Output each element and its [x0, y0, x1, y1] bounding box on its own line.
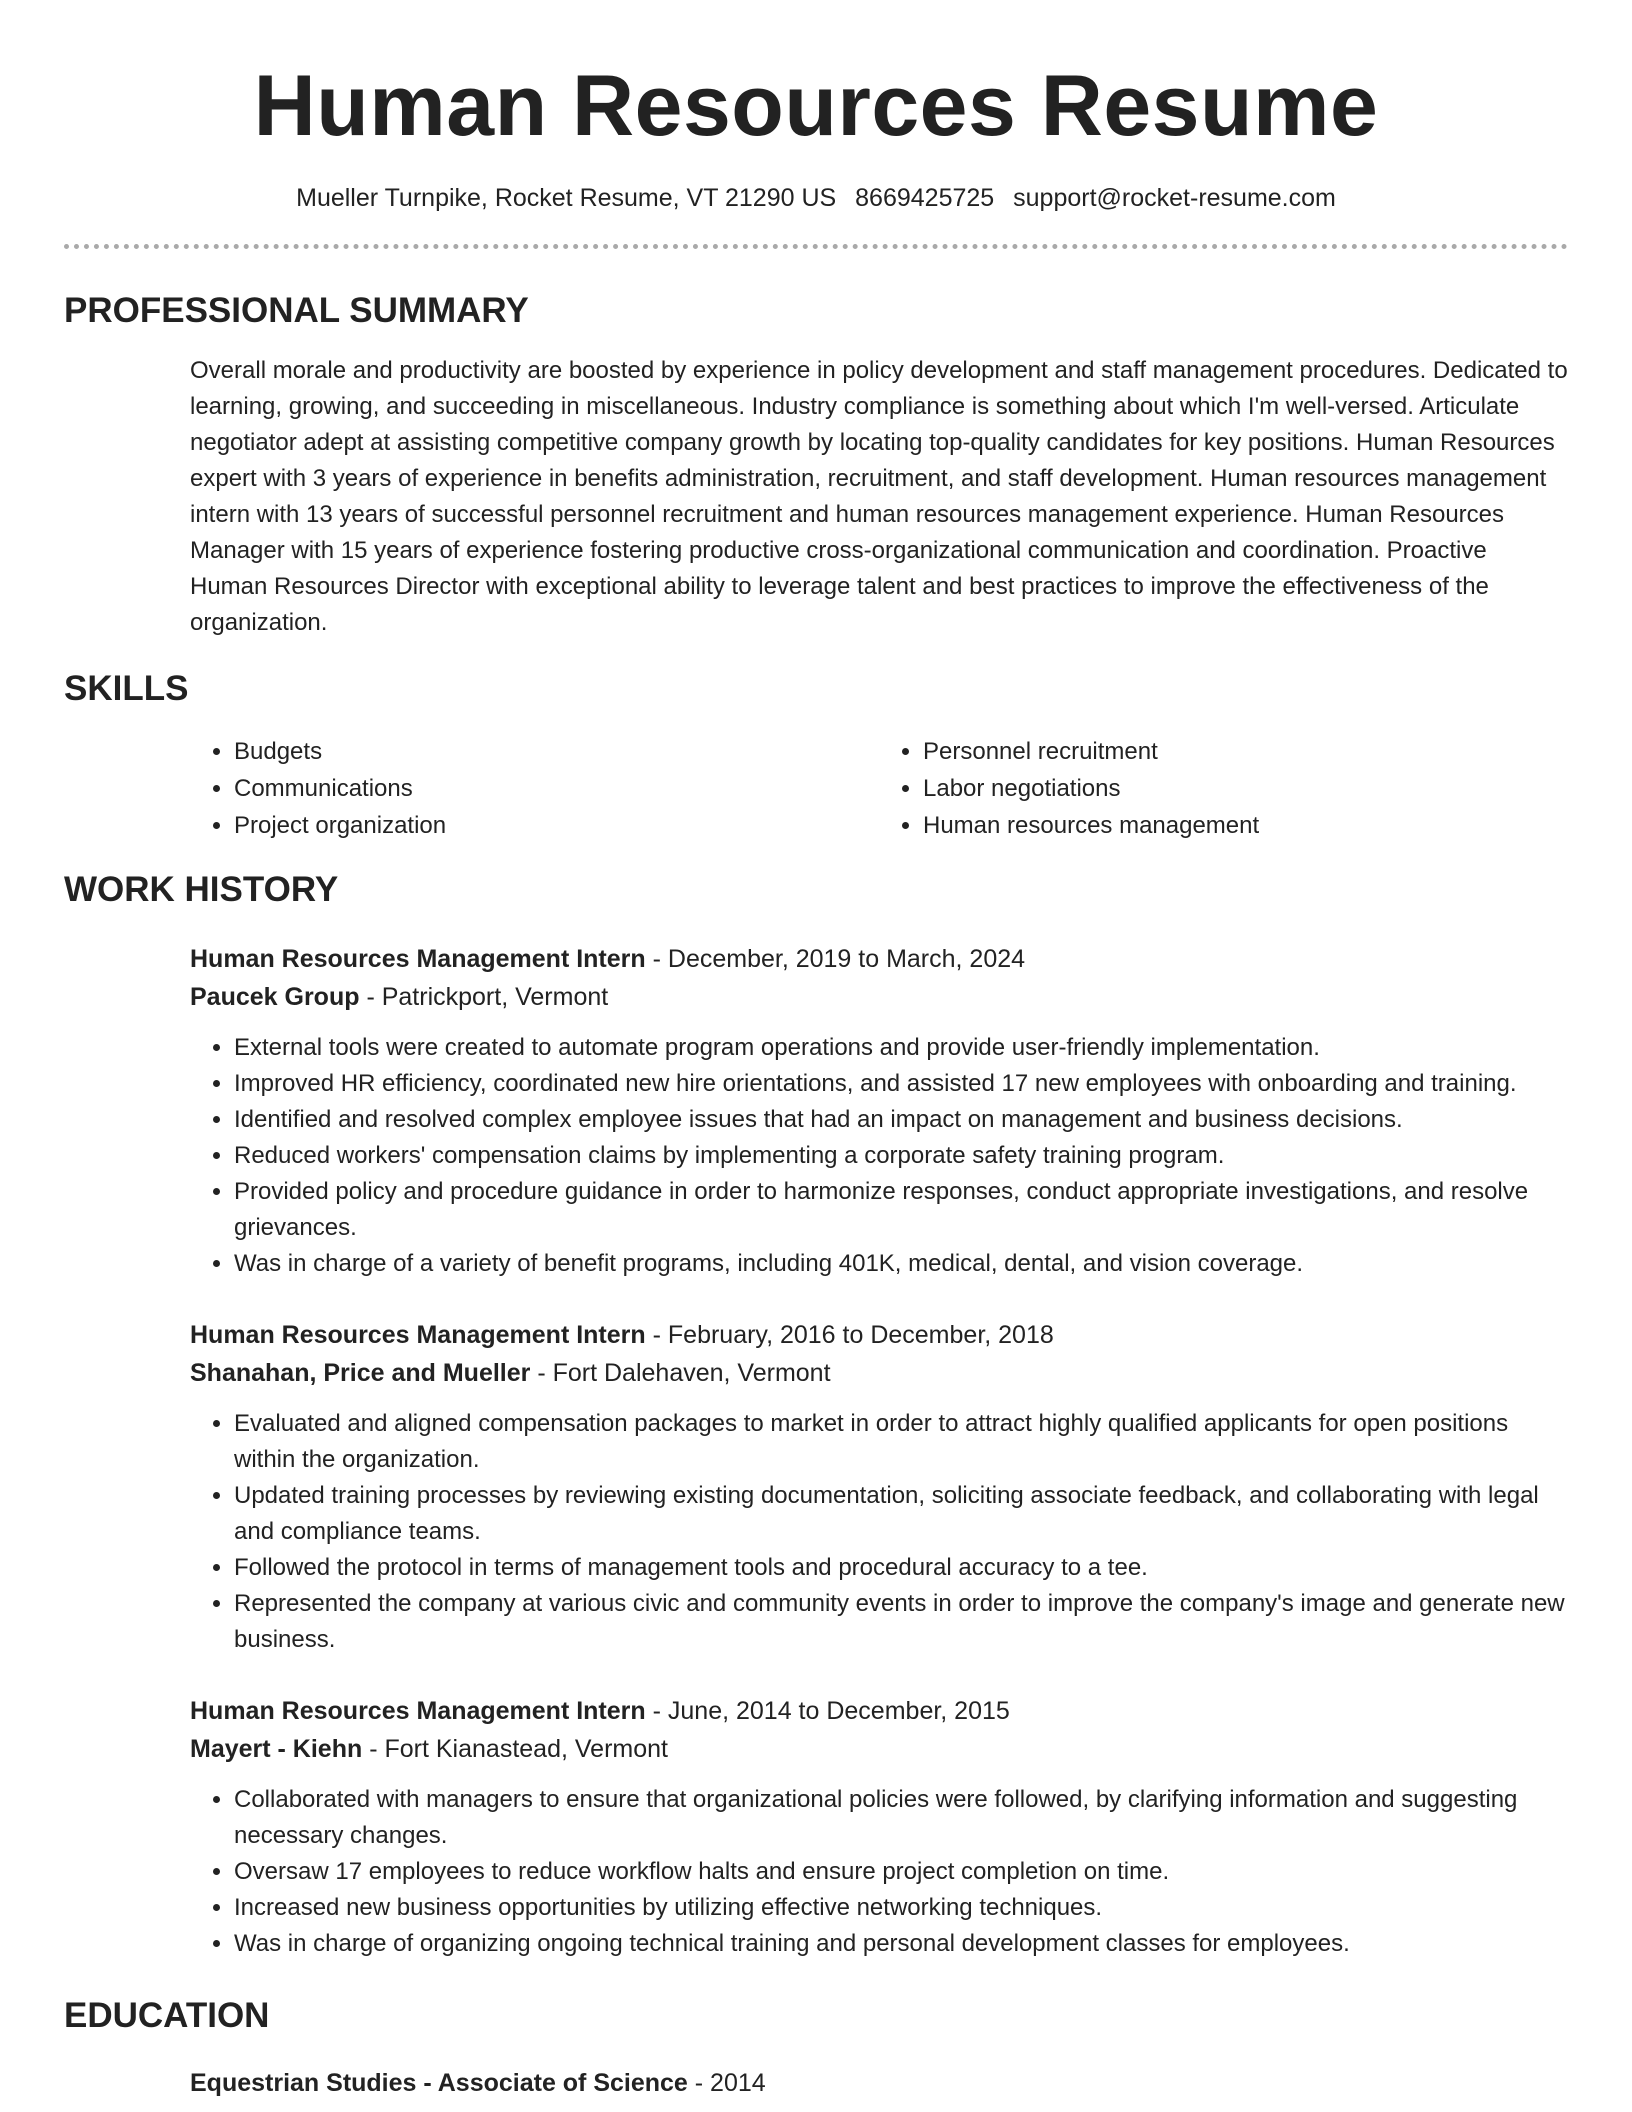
contact-phone: 8669425725	[855, 184, 995, 212]
job-entry	[190, 1316, 1568, 1658]
job-company: Mayert - Kiehn	[190, 1735, 363, 1763]
job-bullet: • Identified and resolved complex employee issues that had an impact on management and business decisions.	[234, 1102, 1568, 1138]
job-bullet: • Was in charge of organizing ongoing technical training and personal development classes for employees.	[234, 1926, 1568, 1962]
education-entry	[190, 2064, 1568, 2102]
job-location: - Fort Dalehaven, Vermont	[530, 1359, 831, 1387]
job-bullet: • Followed the protocol in terms of management tools and procedural accuracy to a tee.	[234, 1550, 1568, 1586]
job-company-line	[190, 1730, 1568, 1768]
summary-heading: PROFESSIONAL SUMMARY	[64, 291, 529, 330]
job-dates: - December, 2019 to March, 2024	[645, 945, 1026, 973]
job-title-line	[190, 1692, 1568, 1730]
job-bullets	[190, 1030, 1568, 1282]
work-history-heading: WORK HISTORY	[64, 870, 339, 909]
job-bullet: • Collaborated with managers to ensure that organizational policies were followed, by clarifying information and suggesting necessary changes.	[234, 1782, 1568, 1854]
job-bullets	[190, 1406, 1568, 1658]
education-heading: EDUCATION	[64, 1996, 270, 2035]
job-dates: - February, 2016 to December, 2018	[645, 1321, 1054, 1349]
education-degree: Equestrian Studies - Associate of Science	[190, 2069, 688, 2097]
job-role: Human Resources Management Intern	[190, 1697, 646, 1725]
job-company-line	[190, 1354, 1568, 1392]
contact-address: Mueller Turnpike, Rocket Resume, VT 21290 US	[296, 184, 837, 212]
job-dates: - June, 2014 to December, 2015	[645, 1697, 1010, 1725]
resume-title: Human Resources Resume	[253, 58, 1379, 154]
job-location: - Patrickport, Vermont	[359, 983, 609, 1011]
skills-column-1	[190, 733, 879, 844]
job-bullets	[190, 1782, 1568, 1962]
job-bullet: • Provided policy and procedure guidance in order to harmonize responses, conduct appropriate investigations, and resolve grievances.	[234, 1174, 1568, 1246]
job-title-line	[190, 1316, 1568, 1354]
job-location: - Fort Kianastead, Vermont	[362, 1735, 668, 1763]
skills-column-2	[879, 733, 1568, 844]
job-bullet: • Was in charge of a variety of benefit programs, including 401K, medical, dental, and vision coverage.	[234, 1246, 1568, 1282]
summary-text: Overall morale and productivity are boosted by experience in policy development and staff management procedures. Dedicated to learning, growing, and succeeding in miscellaneous. Industry compliance is something about which I'm well-versed. Articulate negotiator adept at assisting competitive company growth by locating top-quality candidates for key positions. Human Resources expert with 3 years of experience in benefits administration, recruitment, and staff development. Human resources management intern with 13 years of successful personnel recruitment and human resources management experience. Human Resources Manager with 15 years of experience fostering productive cross-organizational communication and coordination. Proactive Human Resources Director with exceptional ability to leverage talent and best practices to improve the effectiveness of the organization.	[190, 357, 1568, 636]
skill-item: • Human resources management	[923, 807, 1568, 844]
job-bullet: • Increased new business opportunities by utilizing effective networking techniques.	[234, 1890, 1568, 1926]
job-bullet: • Improved HR efficiency, coordinated new hire orientations, and assisted 17 new employees with onboarding and training.	[234, 1066, 1568, 1102]
contact-line	[64, 182, 1568, 214]
contact-email: support@rocket-resume.com	[1013, 184, 1336, 212]
job-bullet: • Evaluated and aligned compensation packages to market in order to attract highly qualified applicants for open positions within the organization.	[234, 1406, 1568, 1478]
job-bullet: • Reduced workers' compensation claims by implementing a corporate safety training program.	[234, 1138, 1568, 1174]
job-bullet: • Represented the company at various civic and community events in order to improve the company's image and generate new business.	[234, 1586, 1568, 1658]
skill-item: • Project organization	[234, 807, 879, 844]
job-bullet: • Updated training processes by reviewing existing documentation, soliciting associate feedback, and collaborating with legal and compliance teams.	[234, 1478, 1568, 1550]
skill-item: • Budgets	[234, 733, 879, 770]
skill-item: • Communications	[234, 770, 879, 807]
job-title-line	[190, 940, 1568, 978]
job-role: Human Resources Management Intern	[190, 945, 646, 973]
skill-item: • Personnel recruitment	[923, 733, 1568, 770]
job-bullet: • External tools were created to automate program operations and provide user-friendly implementation.	[234, 1030, 1568, 1066]
job-company-line	[190, 978, 1568, 1016]
job-entry	[190, 940, 1568, 1282]
job-role: Human Resources Management Intern	[190, 1321, 646, 1349]
job-company: Paucek Group	[190, 983, 360, 1011]
header-divider	[64, 244, 1568, 249]
skills-heading: SKILLS	[64, 669, 189, 708]
skills-list	[190, 733, 1568, 844]
education-year: - 2014	[687, 2069, 766, 2097]
job-entry	[190, 1692, 1568, 1962]
job-company: Shanahan, Price and Mueller	[190, 1359, 531, 1387]
skill-item: • Labor negotiations	[923, 770, 1568, 807]
job-bullet: • Oversaw 17 employees to reduce workflow halts and ensure project completion on time.	[234, 1854, 1568, 1890]
